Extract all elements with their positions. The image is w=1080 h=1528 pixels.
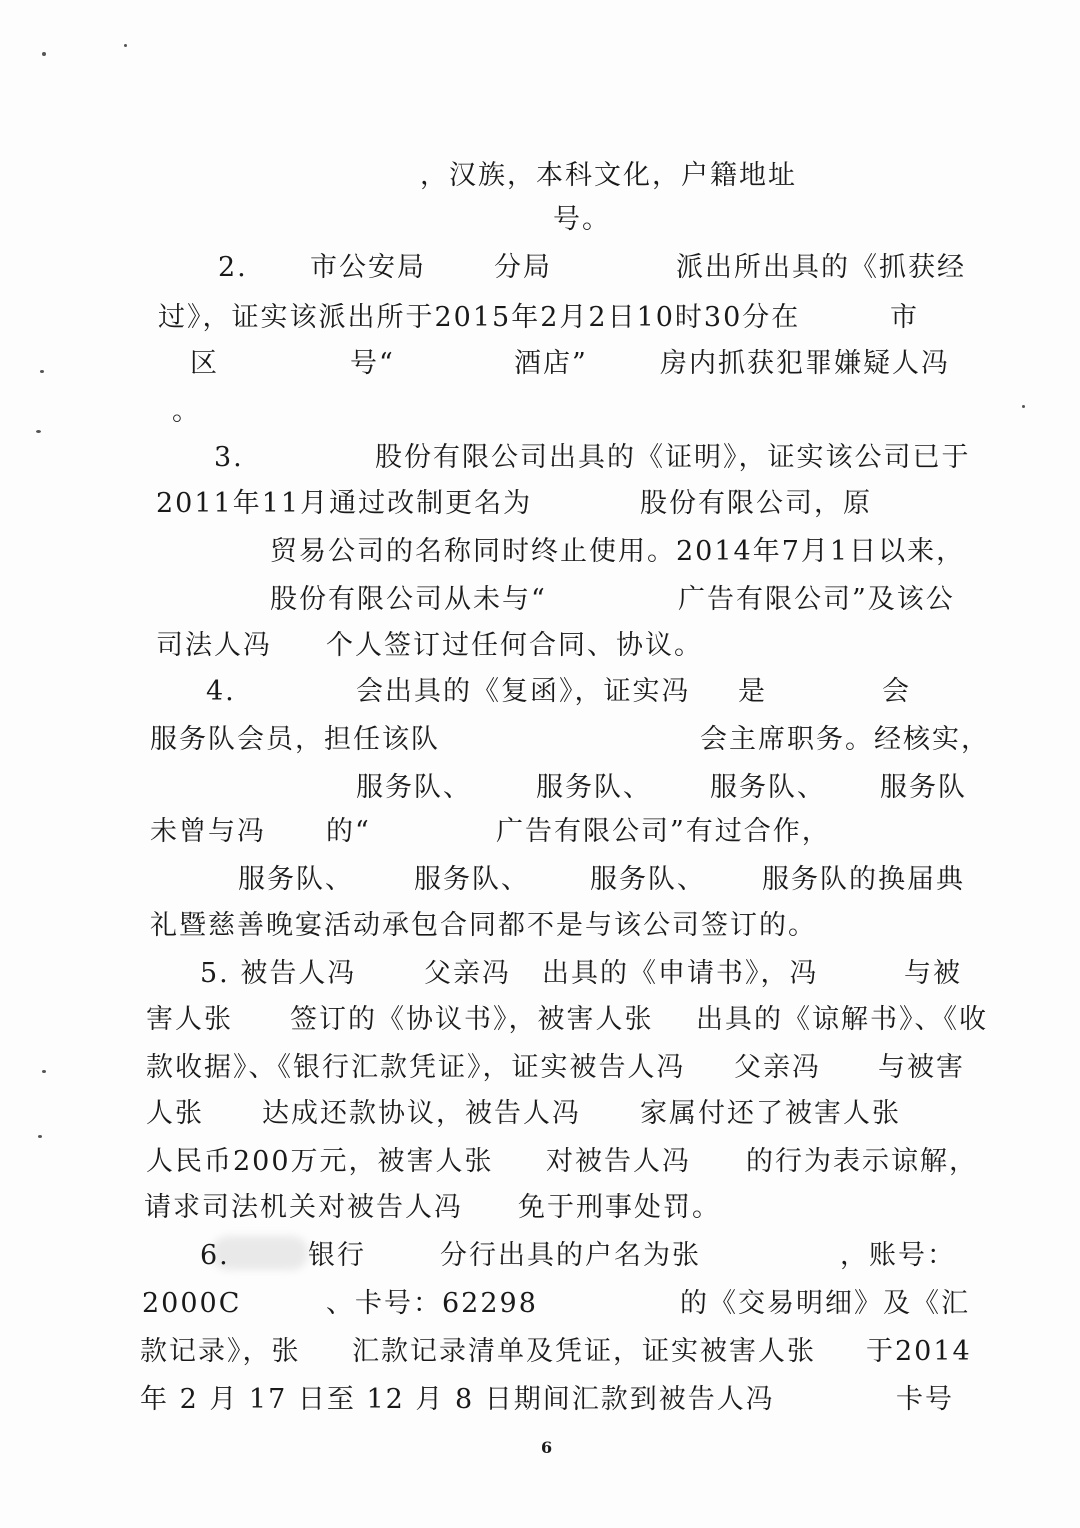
line-segment: 酒店” <box>514 348 588 379</box>
line-segment: 人民币200万元，被害人张 <box>146 1146 494 1177</box>
scan-speck <box>40 370 44 373</box>
line-segment: 款收据》、《银行汇款凭证》，证实被告人冯 <box>146 1052 686 1083</box>
line-segment: 分行出具的户名为张 <box>440 1240 701 1271</box>
line-segment: 达成还款协议，被告人冯 <box>262 1098 581 1129</box>
line-segment: 服务队、 <box>356 772 472 803</box>
line-segment: 未曾与冯 <box>150 816 266 847</box>
line-segment: 银行 <box>308 1240 366 1271</box>
line-segment: 贸易公司的名称同时终止使用。2014年7月1日以来， <box>270 536 966 567</box>
line-segment: 会主席职务。经核实， <box>700 724 990 755</box>
line-segment: 广告有限公司”及该公 <box>678 584 955 615</box>
line-segment: 父亲冯 <box>424 958 511 989</box>
line-segment: 广告有限公司”有过合作， <box>496 816 831 847</box>
line-segment: 汇款记录清单及凭证，证实被害人张 <box>352 1336 816 1367</box>
line-segment: 股份有限公司出具的《证明》，证实该公司已于 <box>375 442 971 473</box>
line-segment: 的《交易明细》及《汇 <box>680 1288 970 1319</box>
scan-speck <box>1022 405 1025 408</box>
line-segment: 服务队、 <box>590 864 706 895</box>
line-segment: 对被告人冯 <box>546 1146 691 1177</box>
line-segment: 4. <box>206 676 236 707</box>
line-segment: 服务队的换届典 <box>762 864 965 895</box>
line-segment: 房内抓获犯罪嫌疑人冯 <box>660 348 950 379</box>
line-segment: 父亲冯 <box>734 1052 821 1083</box>
line-segment: 股份有限公司，原 <box>640 488 872 519</box>
line-segment: 市公安局 <box>310 252 426 283</box>
line-segment: 年 2 月 17 日至 12 月 8 日期间汇款到被告人冯 <box>140 1384 775 1415</box>
line-segment: 分局 <box>494 252 552 283</box>
line-segment: 服务队、 <box>414 864 530 895</box>
line-segment: 5. 被告人冯 <box>200 958 357 989</box>
line-segment: 号。 <box>553 204 611 235</box>
scan-speck <box>38 1135 42 1138</box>
line-segment: 请求司法机关对被告人冯 <box>144 1192 463 1223</box>
line-segment: 服务队会员，担任该队 <box>150 724 440 755</box>
line-segment: 与被害 <box>878 1052 965 1083</box>
line-segment: 的“ <box>326 816 371 847</box>
line-segment: 出具的《谅解书》、《收 <box>696 1004 988 1035</box>
line-segment: 人张 <box>146 1098 204 1129</box>
line-segment: ，汉族，本科文化，户籍地址 <box>420 160 797 191</box>
line-segment: 司法人冯 <box>156 630 272 661</box>
line-segment: 派出所出具的《抓获经 <box>676 252 966 283</box>
line-segment: 6. <box>200 1240 230 1271</box>
line-segment: 服务队 <box>880 772 967 803</box>
line-segment: ，账号： <box>840 1240 956 1271</box>
line-segment: 2011年11月通过改制更名为 <box>156 488 533 519</box>
line-segment: 会出具的《复函》，证实冯 <box>356 676 691 707</box>
line-segment: 礼暨慈善晚宴活动承包合同都不是与该公司签订的。 <box>150 910 817 941</box>
line-segment: 是 <box>738 676 767 707</box>
line-segment: 区 <box>190 348 219 379</box>
scan-speck <box>124 44 127 47</box>
line-segment: 出具的《申请书》，冯 <box>542 958 819 989</box>
line-segment: 市 <box>890 302 919 333</box>
line-segment: 3. <box>214 442 244 473</box>
line-segment: 号“ <box>350 348 395 379</box>
line-segment: 服务队、 <box>238 864 354 895</box>
line-segment: 卡号 <box>896 1384 954 1415</box>
line-segment: 会 <box>882 676 911 707</box>
line-segment: 于2014 <box>866 1336 972 1367</box>
line-segment: 与被 <box>904 958 962 989</box>
line-segment: 。 <box>172 396 201 427</box>
line-segment: 2. <box>218 252 248 283</box>
line-segment: 2000C <box>142 1288 242 1319</box>
line-segment: 、卡号：62298 <box>326 1288 538 1319</box>
line-segment: 过》，证实该派出所于2015年2月2日10时30分在 <box>158 302 801 333</box>
line-segment: 服务队、 <box>710 772 826 803</box>
line-segment: 签订的《协议书》，被害人张 <box>290 1004 654 1035</box>
line-segment: 个人签订过任何合同、协议。 <box>326 630 703 661</box>
scan-speck <box>42 52 46 56</box>
line-segment: 的行为表示谅解， <box>746 1146 978 1177</box>
line-segment: 服务队、 <box>536 772 652 803</box>
page-number: 6 <box>541 1438 553 1457</box>
line-segment: 款记录》，张 <box>140 1336 301 1367</box>
line-segment: 股份有限公司从未与“ <box>270 584 547 615</box>
line-segment: 免于刑事处罚。 <box>518 1192 721 1223</box>
line-segment: 家属付还了被害人张 <box>640 1098 901 1129</box>
scan-speck <box>36 430 41 433</box>
line-segment: 害人张 <box>146 1004 233 1035</box>
scan-speck <box>42 1070 46 1073</box>
